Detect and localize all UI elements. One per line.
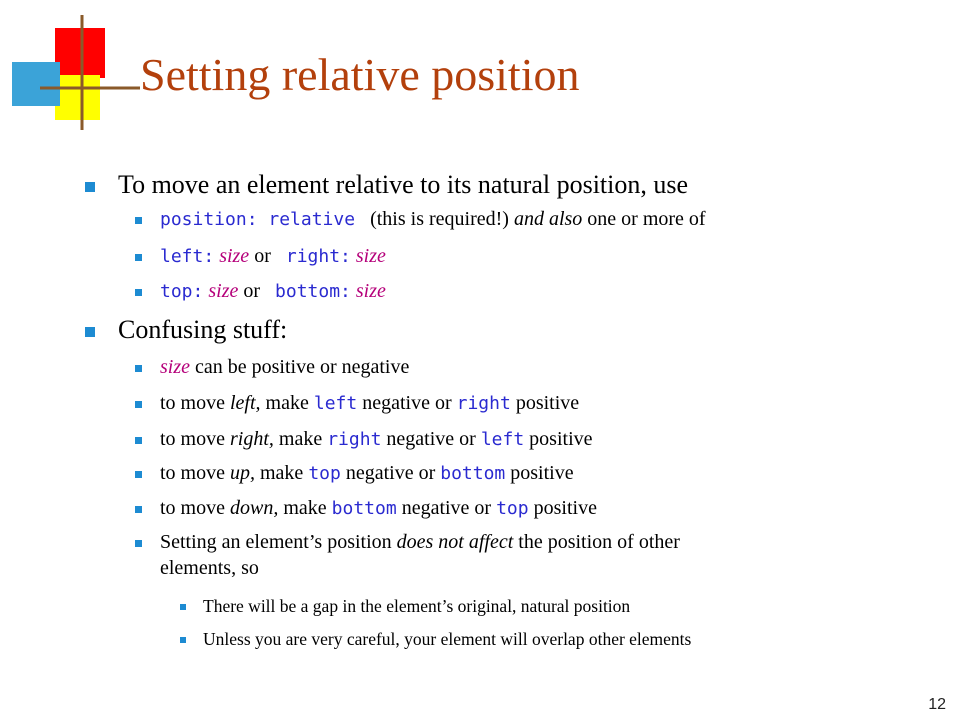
subbullet-top-bottom: top: size or bottom: size — [160, 280, 386, 302]
slide-title: Setting relative position — [140, 49, 580, 100]
subbullet-move-left: to move left, make left negative or right positive — [160, 392, 580, 414]
subbullet-move-up: to move up, make top negative or bottom positive — [160, 462, 574, 484]
subbullet-move-down: to move down, make bottom negative or top positive — [160, 497, 597, 519]
subbullet-position-effect-continued: elements, so — [160, 557, 259, 579]
subsubbullet-gap: There will be a gap in the element’s original, natural position — [203, 596, 631, 616]
subbullet-size-sign: size can be positive or negative — [160, 356, 410, 378]
bullet-confusing-stuff: Confusing stuff: — [118, 315, 288, 344]
subbullet-position-relative: position: relative (this is required!) and also one or more of — [160, 208, 706, 230]
subsubbullet-overlap: Unless you are very careful, your element will overlap other elements — [203, 629, 692, 649]
code-position-relative: position: relative — [160, 209, 356, 230]
subbullet-left-right: left: size or right: size — [160, 245, 386, 267]
subbullet-move-right: to move right, make right negative or left positive — [160, 428, 593, 450]
slide-logo-decoration — [0, 0, 140, 140]
bullet-move-element: To move an element relative to its natural position, use — [118, 170, 689, 199]
subbullet-position-effect: Setting an element’s position does not affect the position of other — [160, 531, 680, 553]
page-number: 12 — [928, 696, 946, 713]
